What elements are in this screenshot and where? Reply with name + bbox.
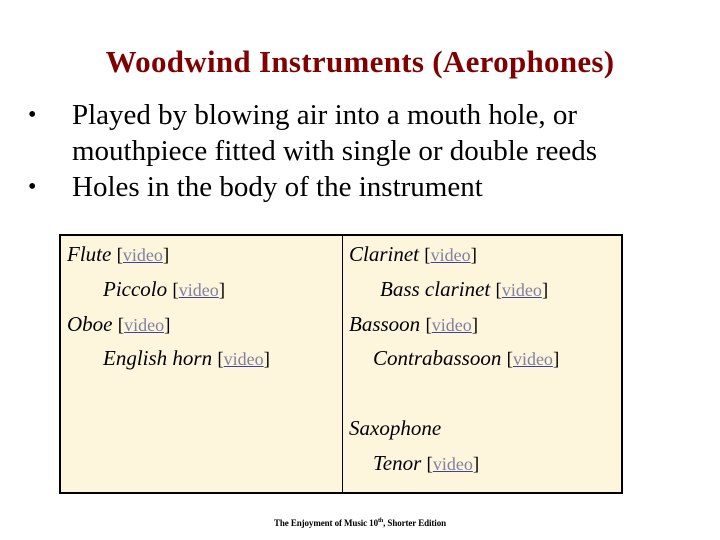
- instrument-name: Piccolo: [103, 277, 168, 301]
- instrument-name: Saxophone: [349, 416, 442, 440]
- video-link[interactable]: video: [430, 245, 471, 265]
- instrument-entry-piccolo: Piccolo [video]: [103, 277, 226, 301]
- bullet-text: Holes in the body of the instrument: [72, 171, 483, 203]
- video-link[interactable]: video: [124, 315, 165, 335]
- footer-text-suffix: , Shorter Edition: [383, 518, 447, 528]
- video-link[interactable]: video: [512, 349, 553, 369]
- bullet-icon: •: [28, 174, 37, 200]
- instrument-panel: [59, 234, 623, 494]
- video-link[interactable]: video: [122, 245, 163, 265]
- video-link[interactable]: video: [223, 349, 264, 369]
- instrument-column-right: [343, 236, 621, 492]
- footer-citation: [0, 518, 720, 528]
- footer-text: The Enjoyment of Music 10: [273, 518, 378, 528]
- video-link[interactable]: video: [432, 454, 473, 474]
- instrument-entry-contrabassoon: Contrabassoon [video]: [373, 346, 560, 370]
- instrument-entry-tenor: Tenor [video]: [373, 451, 480, 475]
- bullet-list: [28, 97, 708, 205]
- video-link[interactable]: video: [178, 280, 219, 300]
- instrument-column-left: [61, 236, 343, 492]
- bullet-item: [28, 97, 708, 169]
- instrument-name: Bass clarinet: [380, 277, 491, 301]
- instrument-name: Clarinet: [349, 242, 420, 266]
- video-link[interactable]: video: [501, 280, 542, 300]
- video-link[interactable]: video: [431, 315, 472, 335]
- instrument-name: Oboe: [67, 312, 113, 336]
- bullet-icon: •: [28, 102, 37, 128]
- instrument-entry-oboe: Oboe [video]: [67, 312, 171, 336]
- slide-title: Woodwind Instruments (Aerophones): [105, 44, 615, 79]
- instrument-name: Flute: [67, 242, 112, 266]
- instrument-entry-clarinet: Clarinet [video]: [349, 242, 477, 266]
- instrument-entry-bass-clarinet: Bass clarinet [video]: [380, 277, 549, 301]
- instrument-name: Contrabassoon: [373, 346, 502, 370]
- instrument-entry-bassoon: Bassoon [video]: [349, 312, 479, 336]
- instrument-name: English horn: [103, 346, 213, 370]
- footer-superscript: th: [377, 518, 384, 524]
- instrument-entry-english-horn: English horn [video]: [103, 346, 270, 370]
- instrument-name: Bassoon: [349, 312, 421, 336]
- bullet-item: [28, 169, 708, 205]
- instrument-name: Tenor: [373, 451, 422, 475]
- instrument-entry-saxophone: [349, 416, 441, 440]
- bullet-text: Played by blowing air into a mouth hole, or mouthpiece fitted with single or double reeds: [72, 99, 598, 167]
- instrument-entry-flute: Flute [video]: [67, 242, 170, 266]
